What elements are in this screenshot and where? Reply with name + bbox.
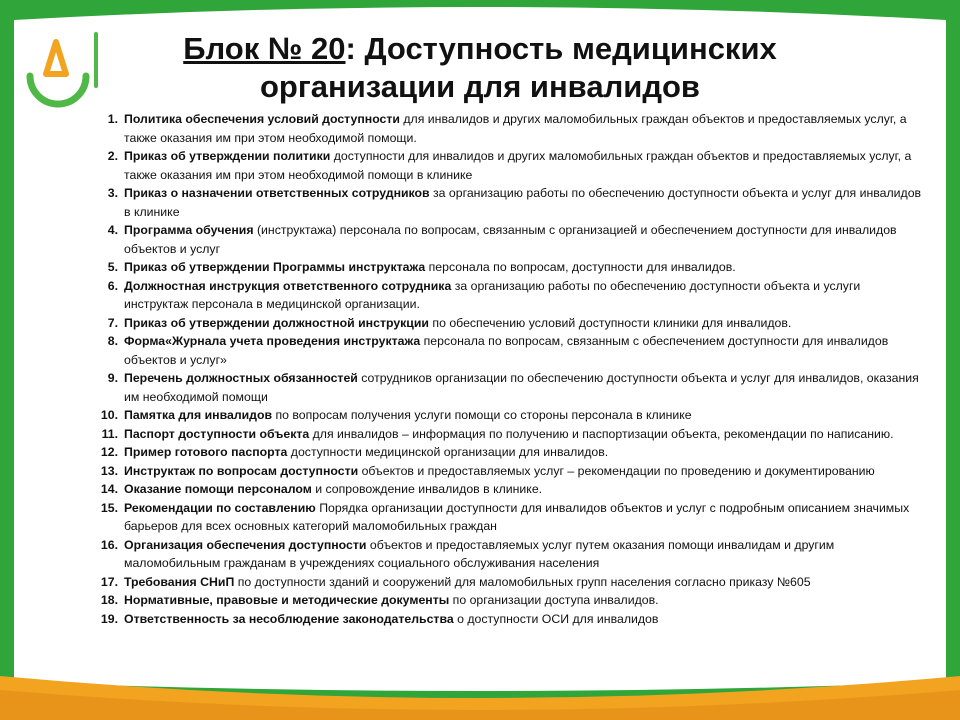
list-item-number: 11. (101, 426, 118, 441)
list-item-heading: Приказ о назначении ответственных сотрудников (124, 186, 430, 200)
list-item (96, 332, 926, 369)
list-item-text: по вопросам получения услуги помощи со стороны персонала в клинике (272, 408, 692, 422)
list-item-heading: Политика обеспечения условий доступности (124, 112, 400, 126)
list-item (96, 443, 926, 462)
list-item-number: 9. (107, 371, 118, 385)
list-item-text: по обеспечению условий доступности клиники для инвалидов. (429, 315, 792, 330)
list-item-text: Порядка организации доступности для инвалидов объектов и услуг с подробным описанием значимых барьеров для всех основных категорий маломобильных граждан (124, 500, 910, 533)
page-title (120, 30, 840, 106)
list-item-number: 13. (100, 463, 118, 478)
list-item-text: по доступности зданий и сооружений для маломобильных групп населения согласно приказу №605 (234, 574, 811, 589)
list-item (96, 147, 926, 184)
list-item-text: для инвалидов и других маломобильных граждан объектов и предоставляемых услуг, а также оказания им при этом необходимой помощи. (124, 112, 907, 145)
list-item-number: 3. (107, 186, 118, 200)
list-item-number: 18. (100, 593, 118, 607)
list-item (96, 573, 926, 592)
list-item (96, 610, 926, 629)
list-item-heading: Инструктаж по вопросам доступности (124, 463, 359, 478)
list-item-heading: Организация обеспечения доступности (124, 537, 367, 552)
list-item-text: сотрудников организации по обеспечению доступности объекта и услуг для инвалидов, оказания им необходимой помощи (124, 371, 919, 404)
accessibility-logo-icon (22, 28, 102, 108)
list-item-heading: Оказание помощи персоналом (124, 482, 312, 496)
list-item (96, 480, 926, 499)
list-item-number: 7. (107, 315, 118, 330)
list-item-heading: Ответственность за несоблюдение законодательства (124, 611, 454, 626)
list-item-text: доступности для инвалидов и других маломобильных граждан объектов и предоставляемых услуг, а также оказания им при этом необходимой помощи в клинике (124, 149, 912, 182)
title-line-2: организации для инвалидов (260, 69, 700, 104)
list-item-heading: Перечень должностных обязанностей (124, 371, 358, 385)
list-item-text: персонала по вопросам, доступности для инвалидов. (425, 260, 736, 274)
list-item-number: 12. (100, 445, 118, 459)
list-item-heading: Пример готового паспорта (124, 445, 288, 459)
list-item (96, 110, 926, 147)
list-item-text: по организации доступа инвалидов. (449, 593, 659, 607)
list-item-number: 4. (107, 223, 118, 237)
list-item-text: для инвалидов – информация по получению и паспортизации объекта, рекомендации по написанию. (309, 426, 894, 441)
list-item-text: персонала по вопросам, связанным с обеспечением доступности для инвалидов объектов и услуг» (124, 334, 889, 367)
list-item (96, 277, 926, 314)
list-item-text: о доступности ОСИ для инвалидов (453, 611, 659, 626)
list-item-heading: Рекомендации по составлению (124, 500, 316, 515)
title-rest: : Доступность медицинских (345, 31, 777, 66)
list-item-heading: Паспорт доступности объекта (124, 426, 310, 441)
list-item-number: 16. (100, 537, 118, 552)
list-item-number: 6. (107, 278, 118, 293)
list-item-heading: Должностная инструкция ответственного сотрудника (124, 278, 452, 293)
title-block-number: Блок № 20 (183, 31, 346, 66)
list-item-heading: Приказ об утверждении должностной инструкции (124, 315, 429, 330)
list-item-number: 14. (100, 482, 118, 496)
list-item-number: 19. (100, 611, 118, 626)
list-item-text: доступности медицинской организации для инвалидов. (287, 445, 609, 459)
list-item-number: 17. (100, 574, 118, 589)
list-item-heading: Требования СНиП (124, 574, 235, 589)
list-item (96, 425, 926, 444)
list-item-number: 8. (107, 334, 118, 348)
list-item (96, 369, 926, 406)
list-item-text: за организацию работы по обеспечению доступности объекта и услуг для инвалидов в клинике (124, 186, 922, 219)
list-item (96, 406, 926, 425)
list-item (96, 462, 926, 481)
list-item-text: объектов и предоставляемых услуг – рекомендации по проведению и документированию (358, 463, 875, 478)
list-item-heading: Нормативные, правовые и методические документы (124, 593, 450, 607)
list-item (96, 591, 926, 610)
list-item (96, 536, 926, 573)
list-item-number: 5. (107, 260, 118, 274)
list-item-text: и сопровождение инвалидов в клинике. (311, 482, 543, 496)
list-item-heading: Приказ об утверждении Программы инструктажа (124, 260, 426, 274)
list-item-text: за организацию работы по обеспечению доступности объекта и услуги инструктаж персонала в медицинской организации. (124, 278, 861, 311)
list-item-heading: Памятка для инвалидов (124, 408, 273, 422)
list-item-heading: Программа обучения (124, 223, 254, 237)
list-item-number: 15. (100, 500, 118, 515)
list-item (96, 314, 926, 333)
list-item (96, 258, 926, 277)
list-item-text: объектов и предоставляемых услуг путем оказания помощи инвалидам и другим маломобильным гражданам в учреждениях социального обслуживания населения (124, 537, 835, 570)
list-item-text: (инструктажа) персонала по вопросам, связанным с организацией и обеспечением доступности для инвалидов объектов и услуг (124, 223, 897, 256)
list-item-number: 10. (100, 408, 118, 422)
list-item (96, 221, 926, 258)
list-item-number: 2. (107, 149, 118, 163)
list-item (96, 499, 926, 536)
list-item-heading: Приказ об утверждении политики (124, 149, 331, 163)
list-item-heading: Форма«Журнала учета проведения инструктажа (124, 334, 421, 348)
list-item (96, 184, 926, 221)
list-item-number: 1. (107, 112, 118, 126)
documents-list (96, 110, 926, 628)
